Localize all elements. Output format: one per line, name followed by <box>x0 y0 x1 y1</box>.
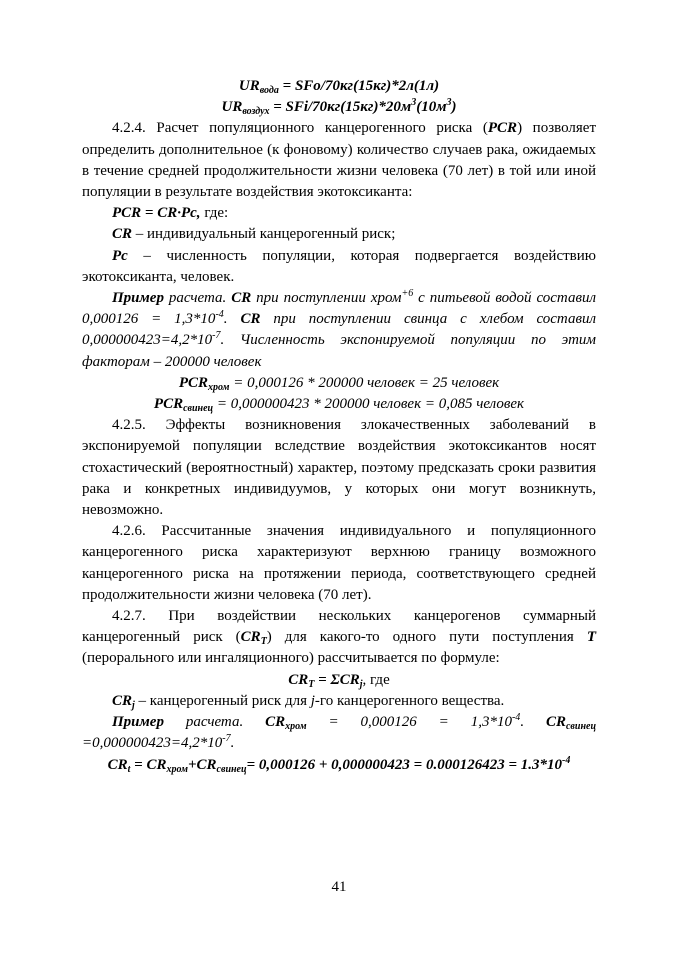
definition-text: – численность популяции, которая подвергается воздействию экотоксиканта, человек. <box>82 247 596 285</box>
formula-text: , где <box>362 671 390 688</box>
example-text: =0,000000423=4,2*10 <box>82 735 223 752</box>
example-label: Пример <box>112 714 164 731</box>
example-text: расчета. <box>163 290 232 307</box>
formula-sub: вода <box>259 85 279 96</box>
example-text: с питьевой водой составил 0,000126 = 1,3*10 <box>82 290 596 328</box>
example-text: . <box>520 714 546 731</box>
term-sub: j <box>132 699 135 711</box>
paragraph-4-2-5: 4.2.5. Эффекты возникновения злокачественных заболеваний в экспонируемой популяции вследствие воздействия экотоксикантов носят стохастический (вероятностный) характер, поэтому предсказать сроки развития рака и конкретных индивидуумов, у которых они могут возникнуть, невозможно. <box>82 417 596 519</box>
formula-sub: хром <box>208 381 230 393</box>
formula-text: = ΣCR <box>314 671 360 688</box>
term-t: T <box>586 629 597 646</box>
formula-sup: 3 <box>411 97 417 109</box>
formula-text: = SFo/70кг(15кг)*2л(1л) <box>278 78 440 94</box>
formula-text: PCR <box>178 374 208 391</box>
formula-text: PCR <box>153 396 184 413</box>
formula-sub: свинец <box>216 763 247 775</box>
paragraph-4-2-4 <box>82 118 596 203</box>
formula-sub: воздух <box>242 106 270 118</box>
example-1 <box>82 288 596 373</box>
formula-sub: j <box>359 678 363 690</box>
formula-crt <box>82 670 596 691</box>
formula-pcr-lead <box>82 394 596 415</box>
definition-text: -го канцерогенного вещества. <box>314 692 505 709</box>
formula-sup: 3 <box>446 97 452 109</box>
formula-crt-calc <box>82 755 596 776</box>
formula-text: CR <box>107 756 128 773</box>
paragraph-4-2-7 <box>82 606 596 670</box>
paragraph-text: ) для какого-то одного пути поступления <box>266 629 587 646</box>
paragraph-text: (перорального или ингаляционного) рассчитывается по формуле: <box>82 650 500 667</box>
term-sub: свинец <box>565 721 597 733</box>
definition-text: – индивидуальный канцерогенный риск; <box>132 226 396 243</box>
superscript: -4 <box>215 309 224 321</box>
superscript: -4 <box>511 712 521 724</box>
term-cr: CR <box>112 226 133 243</box>
example-text: при поступлении свинца с хлебом составил 0,000000423=4,2*10 <box>82 311 596 349</box>
formula-text: = SFi/70кг(15кг)*20м <box>269 99 412 116</box>
definition-cr <box>82 224 596 245</box>
example-text: = 0,000126 = 1,3*10 <box>306 714 512 731</box>
example-text: . <box>223 311 241 328</box>
definition-pc <box>82 246 596 288</box>
definition-text: – канцерогенный риск для <box>134 692 311 709</box>
formula-text: = 0,000126 * 200000 человек = 25 человек <box>229 374 500 391</box>
term-sub: хром <box>285 721 307 733</box>
example-text: при поступлении хром <box>251 290 402 307</box>
example-label: Пример <box>112 290 164 307</box>
formula-sub: хром <box>166 763 188 775</box>
formula-text: = 0,000126 + 0,000000423 = 0.000126423 = 1.3*10 <box>246 756 563 773</box>
formula-text: ) <box>451 99 457 116</box>
paragraph-text: 4.2.7. При воздействии нескольких канцерогенов суммарный канцерогенный риск ( <box>82 608 596 646</box>
term-pcr: PCR <box>487 120 518 137</box>
term-cr: CR <box>112 692 133 709</box>
formula-pcr-chrom <box>82 373 596 394</box>
term-sub: T <box>260 636 267 648</box>
formula-ur-air <box>82 97 596 118</box>
term-cr: CR <box>240 629 261 646</box>
formula-text: +CR <box>187 756 217 773</box>
paragraph-4-2-6: 4.2.6. Рассчитанные значения индивидуального и популяционного канцерогенного риска характеризуют верхнюю границу возможного канцерогенного риска на протяжении периода, соответствующего средней продолжительности жизни человека (70 лет). <box>82 523 596 603</box>
paragraph-text: ) позволяет определить дополнительное (к фоновому) количество случаев рака, ожидаемых в течение средней продолжительности жизни человека (70 лет) в той или иной популяции в результате воздействия экотоксиканта: <box>82 120 597 201</box>
formula-text: = CR <box>130 756 167 773</box>
formula-text: UR <box>238 78 260 94</box>
page-content <box>82 76 596 776</box>
formula-text: CR <box>288 671 309 688</box>
example-text: расчета. <box>163 714 266 731</box>
page-number: 41 <box>331 879 347 895</box>
superscript: -7 <box>212 330 221 342</box>
superscript: +6 <box>401 288 414 300</box>
formula-sub: T <box>308 678 315 690</box>
term-cr: CR <box>231 290 252 307</box>
term-cr: CR <box>240 311 261 328</box>
superscript: -7 <box>222 733 231 745</box>
formula-text: PCR = CR·Pc, <box>112 205 201 222</box>
example-2 <box>82 712 596 754</box>
formula-text: UR <box>221 99 243 116</box>
formula-text: где: <box>200 205 229 222</box>
definition-crj <box>82 691 596 712</box>
term-cr: CR <box>545 714 566 731</box>
term-cr: CR <box>265 714 286 731</box>
variable-j: j <box>310 692 315 709</box>
formula-ur-water <box>82 76 596 97</box>
formula-sup: -4 <box>562 754 571 766</box>
pcr-formula <box>82 203 596 224</box>
formula-text: (10м <box>416 99 447 116</box>
example-text: . <box>230 735 235 752</box>
formula-text: = 0,000000423 * 200000 человек = 0,085 человек <box>213 396 525 413</box>
term-pc: Pc <box>112 247 128 264</box>
formula-sub: свинец <box>183 403 214 415</box>
paragraph-text: 4.2.4. Расчет популяционного канцерогенного риска ( <box>112 120 488 137</box>
example-text: . Численность экспонируемой популяции по этим факторам – 200000 человек <box>82 332 596 370</box>
formula-sub: t <box>127 763 131 775</box>
